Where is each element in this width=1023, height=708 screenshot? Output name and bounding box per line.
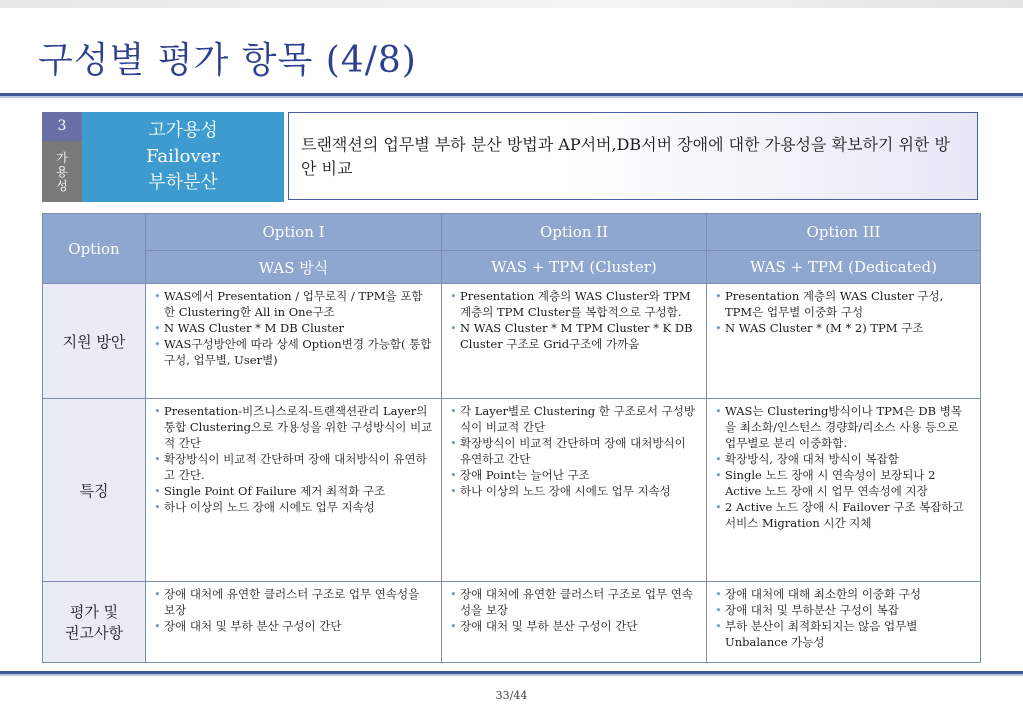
comparison-table	[42, 213, 981, 663]
list-item: • N WAS Cluster * M DB Cluster	[164, 320, 433, 336]
list-item: • WAS에서 Presentation / 업무로직 / TPM을 포함한 Clustering한 All in One구조	[164, 288, 433, 320]
list-item: • 장애 Point는 늘어난 구조	[460, 467, 698, 483]
section-vertical-label	[42, 141, 82, 202]
table-cell	[442, 582, 707, 663]
table-cell	[707, 284, 981, 399]
section-number: 3	[42, 112, 82, 141]
category-line: Failover	[146, 146, 220, 167]
section-category	[82, 112, 284, 202]
list-item: • WAS는 Clustering방식이나 TPM은 DB 병목을 최소화/인스턴스 경량화/리소스 사용 등으로 업무별로 분리 이중화함.	[725, 403, 972, 451]
table-cell	[442, 284, 707, 399]
slide-title: 구성별 평가 항목 (4/8)	[38, 40, 417, 81]
option-subtitle: WAS + TPM (Cluster)	[442, 251, 707, 284]
table-cell	[146, 284, 442, 399]
list-item: • 확장방식이 비교적 간단하며 장애 대처방식이 유연하고 간단.	[164, 451, 433, 483]
vertical-char: 성	[56, 178, 68, 193]
option-name: Option III	[707, 214, 981, 251]
list-item: • 각 Layer별로 Clustering 한 구조로서 구성방식이 비교적 간단	[460, 403, 698, 435]
table-cell	[442, 399, 707, 582]
table-cell	[146, 399, 442, 582]
list-item: • Single 노드 장애 시 연속성이 보장되나 2 Active 노드 장애 시 업무 연속성에 지장	[725, 467, 972, 499]
list-item: • 하나 이상의 노드 장애 시에도 업무 지속성	[164, 499, 433, 515]
row-label-line: 특징	[79, 481, 109, 500]
table-row	[43, 284, 981, 399]
option-subtitle: WAS 방식	[146, 251, 442, 284]
list-item: • N WAS Cluster * M TPM Cluster * K DB Cluster 구조로 Grid구조에 가까움	[460, 320, 698, 352]
row-label-line: 평가 및	[69, 603, 119, 621]
option-subtitle: WAS + TPM (Dedicated)	[707, 251, 981, 284]
table-row	[43, 582, 981, 663]
page-number: 33/44	[495, 689, 528, 702]
row-label	[43, 399, 146, 582]
row-label	[43, 582, 146, 663]
list-item: • 하나 이상의 노드 장애 시에도 업무 지속성	[460, 483, 698, 499]
footer-divider-light	[0, 674, 1023, 676]
category-line: 부하분산	[148, 172, 218, 193]
list-item: • Presentation 계층의 WAS Cluster와 TPM 계층의 TPM Cluster를 복합적으로 구성함.	[460, 288, 698, 320]
option-name: Option I	[146, 214, 442, 251]
list-item: • WAS구성방안에 따라 상세 Option변경 가능함( 통합구성, 업무별, User별)	[164, 336, 433, 368]
table-cell	[146, 582, 442, 663]
list-item: • 부하 분산이 최적화되지는 않음 업무별 Unbalance 가능성	[725, 618, 972, 650]
row-label	[43, 284, 146, 399]
section-description: 트랜잭션의 업무별 부하 분산 방법과 AP서버,DB서버 장애에 대한 가용성을 확보하기 위한 방안 비교	[288, 112, 978, 200]
list-item: • Presentation-비즈니스로직-트랜잭션관리 Layer의 통합 Clustering으로 가용성을 위한 구성방식이 비교적 간단	[164, 403, 433, 451]
vertical-char: 용	[56, 164, 68, 179]
row-label-line: 지원 방안	[62, 332, 126, 351]
list-item: • N WAS Cluster * (M * 2) TPM 구조	[725, 320, 972, 336]
list-item: • 확장방식이 비교적 간단하며 장애 대처방식이 유연하고 간단	[460, 435, 698, 467]
list-item: • 장애 대처 및 부하분산 구성이 복잡	[725, 602, 972, 618]
list-item: • 2 Active 노드 장애 시 Failover 구조 복잡하고 서비스 Migration 시간 지체	[725, 499, 972, 531]
table-row	[43, 399, 981, 582]
table-cell	[707, 582, 981, 663]
list-item: • 장애 대처 및 부하 분산 구성이 간단	[164, 618, 433, 634]
table-cell	[707, 399, 981, 582]
top-decorative-strip	[0, 0, 1023, 8]
list-item: • 확장방식, 장애 대처 방식이 복잡함	[725, 451, 972, 467]
list-item: • Presentation 계층의 WAS Cluster 구성, TPM은 업무별 이중화 구성	[725, 288, 972, 320]
vertical-char: 가	[56, 150, 68, 165]
list-item: • 장애 대처에 유연한 클러스터 구조로 업무 연속성을 보장	[460, 586, 698, 618]
option-header-label: Option	[43, 214, 146, 284]
category-line: 고가용성	[148, 120, 218, 141]
row-label-line: 권고사항	[65, 624, 123, 642]
list-item: • 장애 대처에 대해 최소한의 이중화 구성	[725, 586, 972, 602]
list-item: • 장애 대처 및 부하 분산 구성이 간단	[460, 618, 698, 634]
section-header	[42, 112, 980, 202]
option-name: Option II	[442, 214, 707, 251]
title-divider-light	[0, 96, 1023, 98]
list-item: • 장애 대처에 유연한 클러스터 구조로 업무 연속성을 보장	[164, 586, 433, 618]
list-item: • Single Point Of Failure 제거 최적화 구조	[164, 483, 433, 499]
